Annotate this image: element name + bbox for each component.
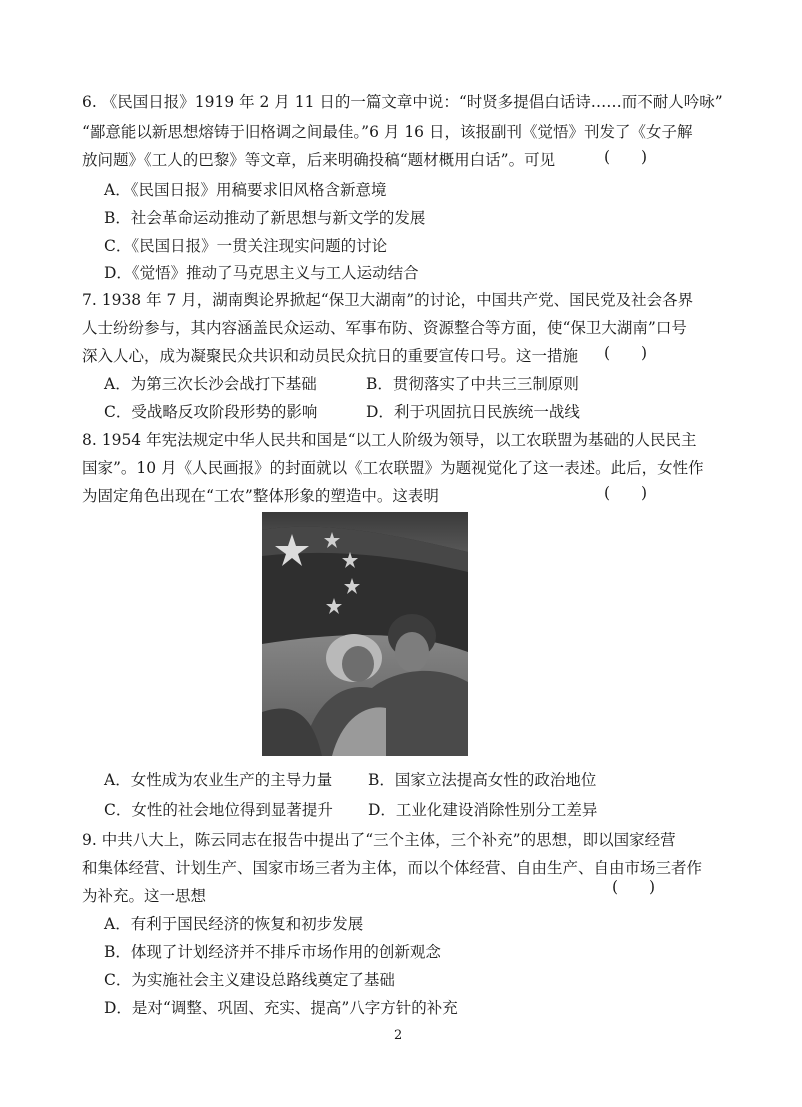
question-8-answer-paren: ( ) bbox=[604, 484, 648, 502]
question-9-stem-line-1: 9. 中共八大上，陈云同志在报告中提出了“三个主体，三个补充”的思想，即以国家经营 bbox=[82, 831, 676, 849]
question-6-option-b: B．社会革命运动推动了新思想与新文学的发展 bbox=[104, 209, 426, 227]
question-7-option-a: A．为第三次长沙会战打下基础 bbox=[104, 375, 317, 393]
question-9-stem-line-2: 和集体经营、计划生产、国家市场三者为主体，而以个体经营、自由生产、自由市场三者作 bbox=[82, 859, 703, 877]
question-8-option-a: A．女性成为农业生产的主导力量 bbox=[104, 771, 333, 789]
photo-illustration bbox=[262, 512, 468, 756]
question-8-stem-line-1: 8. 1954 年宪法规定中华人民共和国是“以工人阶级为领导，以工农联盟为基础的人民民主 bbox=[82, 431, 697, 449]
question-9-option-d: D．是对“调整、巩固、充实、提高”八字方针的补充 bbox=[104, 999, 458, 1017]
question-7-stem-line-2: 人士纷纷参与，其内容涵盖民众运动、军事布防、资源整合等方面，使“保卫大湖南”口号 bbox=[82, 319, 687, 337]
question-7-stem-line-1: 7. 1938 年 7 月，湖南舆论界掀起“保卫大湖南”的讨论，中国共产党、国民党及社会各界 bbox=[82, 291, 694, 309]
worker-peasant-alliance-photo bbox=[262, 512, 468, 756]
question-9-option-b: B．体现了计划经济并不排斥市场作用的创新观念 bbox=[104, 943, 441, 961]
question-7-option-d: D．利于巩固抗日民族统一战线 bbox=[366, 403, 580, 421]
question-8-option-b: B．国家立法提高女性的政治地位 bbox=[368, 771, 597, 789]
question-6-answer-paren: ( ) bbox=[604, 148, 648, 166]
question-6-stem-line-3: 放问题》《工人的巴黎》等文章，后来明确投稿“题材概用白话”。可见 bbox=[82, 151, 556, 169]
question-6-stem-line-2: “鄙意能以新思想熔铸于旧格调之间最佳。”6 月 16 日，该报副刊《觉悟》刊发了《女子解 bbox=[82, 123, 693, 141]
question-6-option-d: D．《觉悟》推动了马克思主义与工人运动结合 bbox=[104, 264, 419, 282]
question-9-option-a: A．有利于国民经济的恢复和初步发展 bbox=[104, 915, 364, 933]
question-6-stem-line-1: 6. 《民国日报》1919 年 2 月 11 日的一篇文章中说：“时贤多提倡白话诗……而不耐人吟咏” bbox=[82, 93, 723, 111]
question-7-option-c: C．受战略反攻阶段形势的影响 bbox=[104, 403, 318, 421]
question-6-option-c: C．《民国日报》一贯关注现实问题的讨论 bbox=[104, 237, 388, 255]
question-8-stem-line-3: 为固定角色出现在“工农”整体形象的塑造中。这表明 bbox=[82, 487, 439, 505]
question-7-answer-paren: ( ) bbox=[604, 344, 648, 362]
question-7-stem-line-3: 深入人心，成为凝聚民众共识和动员民众抗日的重要宣传口号。这一措施 bbox=[82, 347, 579, 365]
question-7-option-b: B．贯彻落实了中共三三制原则 bbox=[366, 375, 579, 393]
question-8-option-c: C．女性的社会地位得到显著提升 bbox=[104, 801, 333, 819]
question-9-answer-paren: ( ) bbox=[612, 878, 656, 896]
question-9-option-c: C．为实施社会主义建设总路线奠定了基础 bbox=[104, 971, 395, 989]
question-8-stem-line-2: 国家”。10 月《人民画报》的封面就以《工农联盟》为题视觉化了这一表述。此后，女性作 bbox=[82, 459, 704, 477]
question-6-option-a: A．《民国日报》用稿要求旧风格含新意境 bbox=[104, 181, 387, 199]
page-number: 2 bbox=[394, 1028, 403, 1043]
question-8-option-d: D．工业化建设消除性别分工差异 bbox=[368, 801, 598, 819]
question-9-stem-line-3: 为补充。这一思想 bbox=[82, 887, 207, 905]
